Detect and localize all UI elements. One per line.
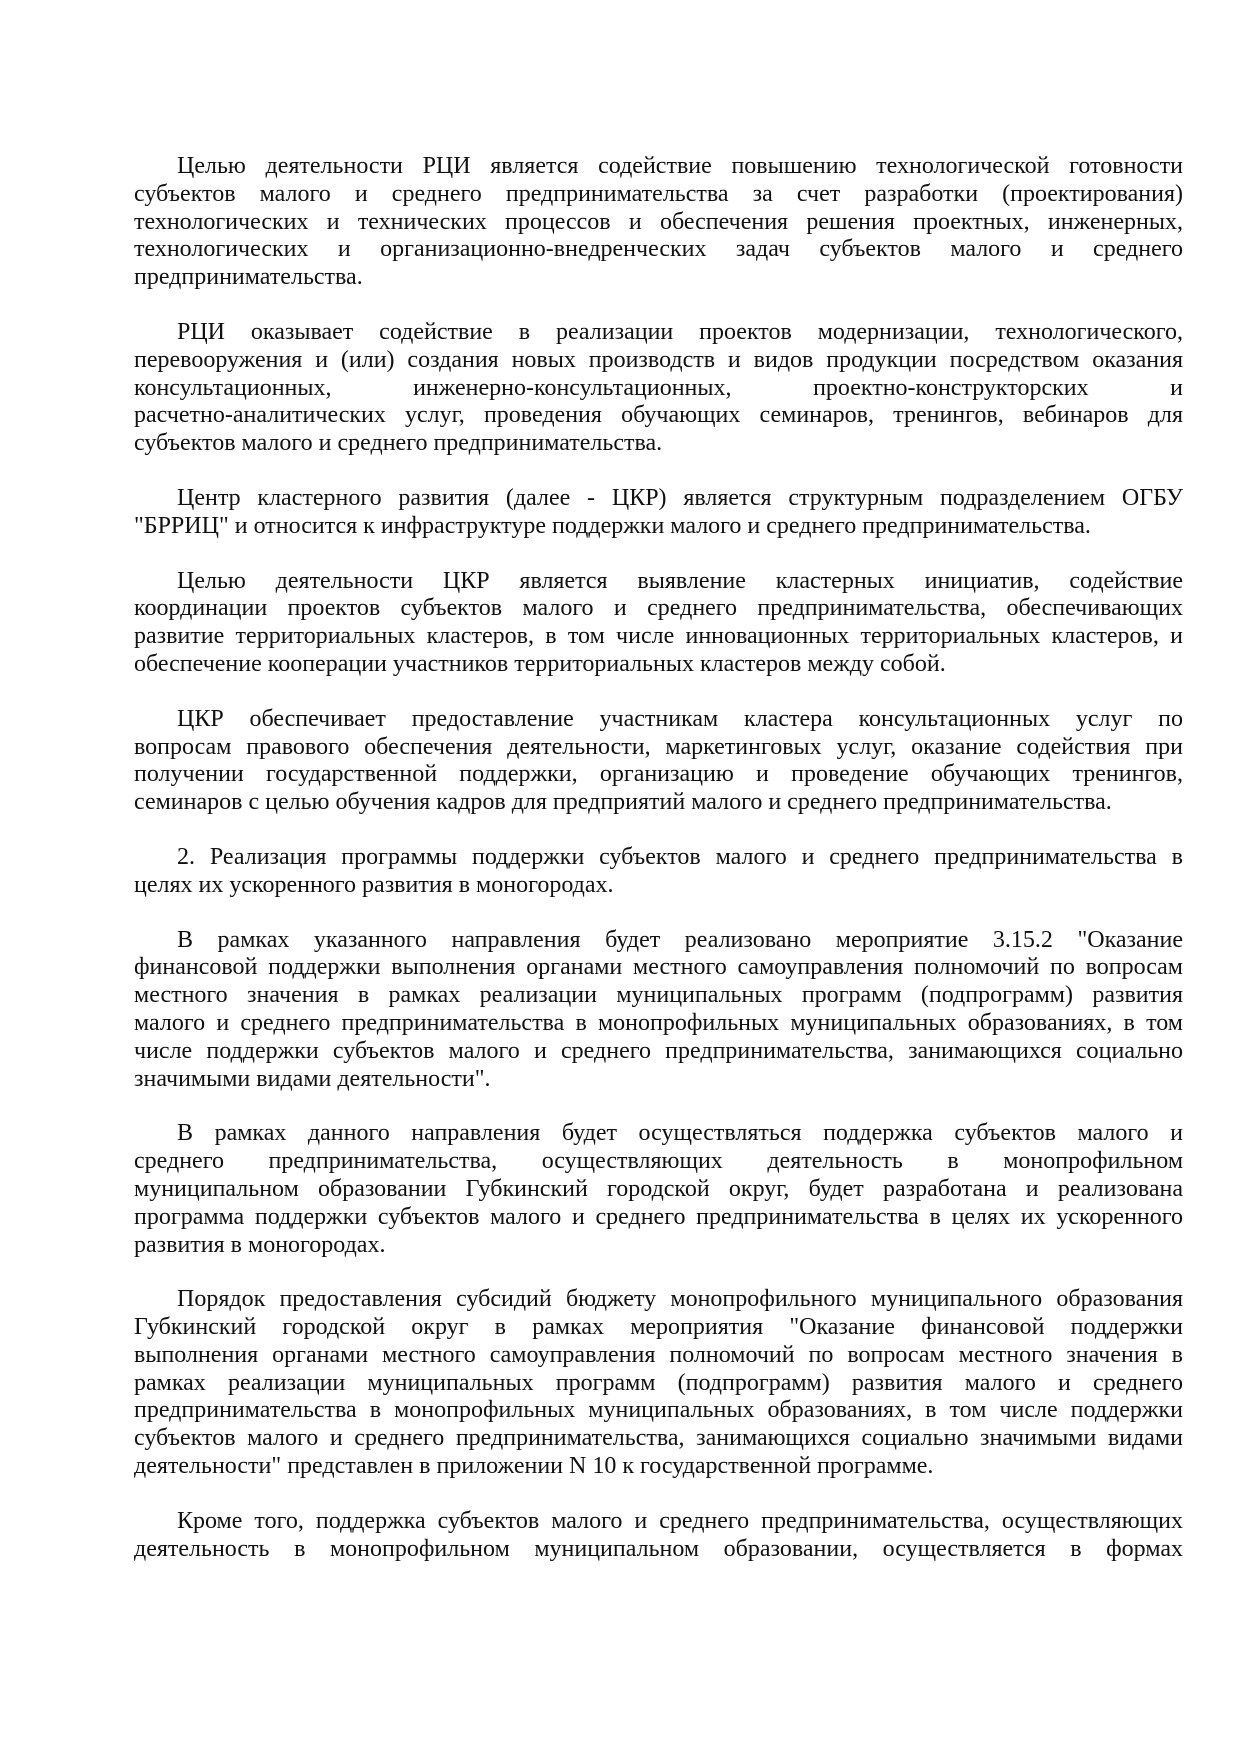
text-line: технологических и организационно-внедренческих задач субъектов малого и среднего [134, 236, 1183, 263]
text-line: предпринимательства в монопрофильных муниципальных образованиях, в том числе поддержки [134, 1397, 1183, 1424]
text-line: развития в моногородах. [134, 1231, 386, 1258]
text-line: субъектов малого и среднего предпринимательства. [134, 430, 663, 457]
document-page [134, 153, 1183, 1590]
paragraph [134, 319, 1183, 458]
paragraph [134, 927, 1183, 1094]
text-line: обеспечение кооперации участников территориальных кластеров между собой. [134, 650, 946, 677]
text-line: получении государственной поддержки, организацию и проведение обучающих тренингов, [134, 761, 1183, 788]
text-line: целях их ускоренного развития в моногородах. [134, 871, 614, 898]
text-line: местного значения в рамках реализации муниципальных программ (подпрограмм) развития [134, 982, 1183, 1009]
paragraph [134, 153, 1183, 292]
paragraph [134, 485, 1183, 541]
text-line: перевооружения и (или) создания новых производств и видов продукции посредством оказания [134, 346, 1183, 373]
text-line: деятельность в монопрофильном муниципальном образовании, осуществляется в формах [134, 1535, 1183, 1562]
text-line: деятельности" представлен в приложении N 10 к государственной программе. [134, 1453, 934, 1480]
paragraph [134, 706, 1183, 817]
text-line: консультационных, инженерно-консультационных, проектно-конструкторских и [134, 374, 1183, 401]
text-line: значимыми видами деятельности". [134, 1065, 491, 1092]
text-line: субъектов малого и среднего предпринимательства, занимающихся социально значимыми видами [134, 1425, 1183, 1452]
paragraph [134, 568, 1183, 679]
text-line: ЦКР обеспечивает предоставление участникам кластера консультационных услуг по [177, 705, 1183, 732]
text-line: координации проектов субъектов малого и среднего предпринимательства, обеспечивающих [134, 595, 1183, 622]
text-line: В рамках данного направления будет осуществляться поддержка субъектов малого и [177, 1120, 1183, 1147]
text-line: программа поддержки субъектов малого и среднего предпринимательства в целях их ускоренного [134, 1203, 1183, 1230]
text-line: "БРРИЦ" и относится к инфраструктуре поддержки малого и среднего предпринимательства. [134, 512, 1091, 539]
paragraph [134, 844, 1183, 900]
text-line: Кроме того, поддержка субъектов малого и среднего предпринимательства, осуществляющих [177, 1507, 1183, 1534]
text-line: Центр кластерного развития (далее - ЦКР) является структурным подразделением ОГБУ [177, 484, 1183, 511]
text-line: технологических и технических процессов и обеспечения решения проектных, инженерных, [134, 208, 1183, 235]
text-line: малого и среднего предпринимательства в монопрофильных муниципальных образованиях, в том [134, 1009, 1183, 1036]
text-line: предпринимательства. [134, 264, 363, 291]
text-line: В рамках указанного направления будет реализовано мероприятие 3.15.2 "Оказание [177, 926, 1183, 953]
text-line: Порядок предоставления субсидий бюджету монопрофильного муниципального образования [177, 1286, 1183, 1313]
text-line: финансовой поддержки выполнения органами местного самоуправления полномочий по вопросам [134, 954, 1183, 981]
text-line: Целью деятельности ЦКР является выявление кластерных инициатив, содействие [177, 567, 1183, 594]
text-line: семинаров с целью обучения кадров для предприятий малого и среднего предпринимательства. [134, 789, 1112, 816]
text-line: 2. Реализация программы поддержки субъектов малого и среднего предпринимательства в [177, 843, 1183, 870]
text-line: субъектов малого и среднего предпринимательства за счет разработки (проектирования) [134, 180, 1183, 207]
text-line: рамках реализации муниципальных программ (подпрограмм) развития малого и среднего [134, 1369, 1183, 1396]
text-line: РЦИ оказывает содействие в реализации проектов модернизации, технологического, [177, 318, 1183, 345]
text-line: вопросам правового обеспечения деятельности, маркетинговых услуг, оказание содействия при [134, 733, 1183, 760]
paragraph [134, 1286, 1183, 1481]
text-line: Целью деятельности РЦИ является содействие повышению технологической готовности [177, 153, 1183, 179]
paragraph [134, 1120, 1183, 1259]
text-line: расчетно-аналитических услуг, проведения обучающих семинаров, тренингов, вебинаров для [134, 402, 1183, 429]
text-line: Губкинский городской округ в рамках мероприятия "Оказание финансовой поддержки [134, 1314, 1183, 1341]
text-line: числе поддержки субъектов малого и среднего предпринимательства, занимающихся социально [134, 1037, 1183, 1064]
paragraph [134, 1508, 1183, 1564]
text-line: выполнения органами местного самоуправления полномочий по вопросам местного значения в [134, 1341, 1183, 1368]
text-line: муниципальном образовании Губкинский городской округ, будет разработана и реализована [134, 1175, 1183, 1202]
text-line: среднего предпринимательства, осуществляющих деятельность в монопрофильном [134, 1148, 1183, 1175]
text-line: развитие территориальных кластеров, в том числе инновационных территориальных кластеров, и [134, 623, 1183, 650]
